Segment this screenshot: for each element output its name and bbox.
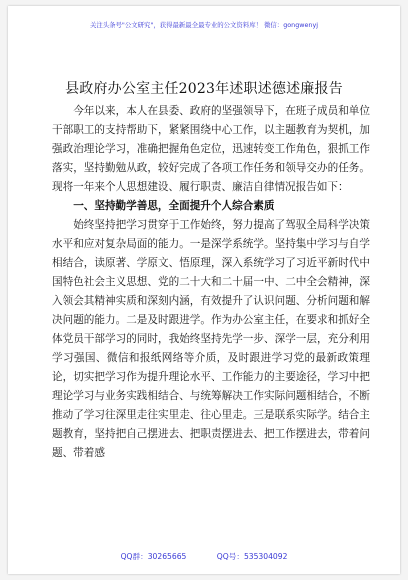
section-heading: 一、坚持勤学善思，全面提升个人综合素质 <box>73 200 275 212</box>
document-title: 县政府办公室主任2023年述职述德述廉报告 <box>65 81 343 97</box>
section-paragraph: 始终坚持把学习贯穿于工作始终，努力提高了驾驭全局科学决策水平和应对复杂局面的能力。一是深学系统学。坚持集中学习与自学相结合，读原著、学原文、悟原理，深入系统学习了习近平新时代中国特色社会主义思想、党的二十大和二十届一中、二中全会精神，深入领会其精神实质和深刻内涵，有效提升了认识问题、分析问题和解决问题的能力。二是及时跟进学。作为办公室主任，在要求和抓好全体党员干部学习的同时，我始终坚持先学一步、深学一层，充分利用学习强国、微信和报纸网络等介质，及时跟进学习党的最新政策理论，切实把学习作为提升理论水平、工作能力的主要途径，学习中把理论学习与业务实践相结合、与统筹解决工作实际问题相结合，不断推动了学习往深里走往实里走、往心里走。三是联系实际学。结合主题教育，坚持把自己摆进去、把职责摆进去、把工作摆进去，带着问题、带着感 <box>52 219 370 459</box>
document-page <box>8 6 400 574</box>
qq-group-text: QQ群：30265665 <box>120 552 187 561</box>
header-promo-note: 关注头条号"公文研究"，获得最新最全最专业的公文资料库！ 微信：gongwenyj <box>89 21 319 29</box>
qq-number-text: QQ号：535304092 <box>216 552 288 561</box>
document-body <box>52 102 370 463</box>
intro-paragraph: 今年以来，本人在县委、政府的坚强领导下，在班子成员和单位干部职工的支持帮助下，紧紧围绕中心工作，以主题教育为契机，加强政治理论学习，准确把握角色定位，迅速转变工作角色，狠抓工作落实，坚持勤勉从政，较好完成了各项工作任务和领导交办的任务。现将一年来个人思想建设、履行职责、廉洁自律情况报告如下： <box>52 105 370 193</box>
footer-contact <box>8 551 400 562</box>
